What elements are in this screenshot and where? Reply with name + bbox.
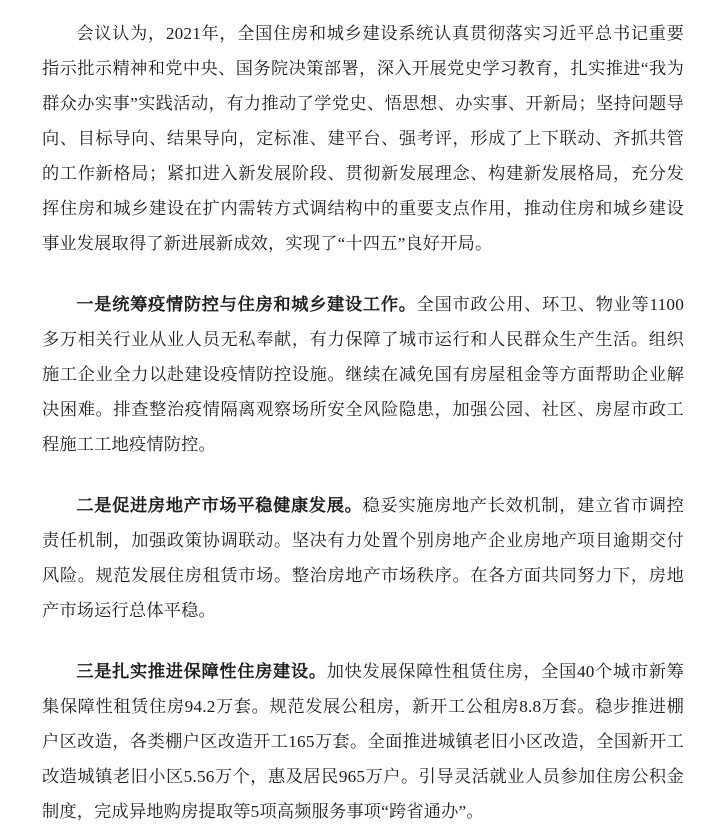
- paragraph-lead: 二是促进房地产市场平稳健康发展。: [76, 496, 363, 515]
- paragraph-item-two: [42, 488, 684, 628]
- paragraph-text: 稳妥实施房地产长效机制，建立省市调控责任机制，加强政策协调联动。坚决有力处置个别房地产企业房地产项目逾期交付风险。规范发展住房租赁市场。整治房地产市场秩序。在各方面共同努力下，房地产市场运行总体平稳。: [42, 496, 684, 620]
- paragraph-item-one: [42, 287, 684, 462]
- paragraph-text: 会议认为，2021年，全国住房和城乡建设系统认真贯彻落实习近平总书记重要指示批示精神和党中央、国务院决策部署，深入开展党史学习教育，扎实推进“我为群众办实事”实践活动，有力推动了学党史、悟思想、办实事、开新局；坚持问题导向、目标导向、结果导向，定标准、建平台、强考评，形成了上下联动、齐抓共管的工作新格局；紧扣进入新发展阶段、贯彻新发展理念、构建新发展格局，充分发挥住房和城乡建设在扩内需转方式调结构中的重要支点作用，推动住房和城乡建设事业发展取得了新进展新成效，实现了“十四五”良好开局。: [42, 24, 684, 253]
- paragraph-opening: [42, 16, 684, 261]
- paragraph-text: 加快发展保障性租赁住房，全国40个城市新筹集保障性租赁住房94.2万套。规范发展公租房，新开工公租房8.8万套。稳步推进棚户区改造，各类棚户区改造开工165万套。全面推进城镇老旧小区改造，全国新开工改造城镇老旧小区5.56万个，惠及居民965万户。引导灵活就业人员参加住房公积金制度，完成异地购房提取等5项高频服务事项“跨省通办”。: [42, 662, 684, 821]
- paragraph-item-three: [42, 654, 684, 829]
- paragraph-lead: 一是统筹疫情防控与住房和城乡建设工作。: [76, 295, 417, 314]
- paragraph-lead: 三是扎实推进保障性住房建设。: [76, 662, 327, 681]
- paragraph-text: 全国市政公用、环卫、物业等1100多万相关行业从业人员无私奉献，有力保障了城市运行和人民群众生产生活。组织施工企业全力以赴建设疫情防控设施。继续在减免国有房屋租金等方面帮助企业解决困难。排查整治疫情隔离观察场所安全风险隐患，加强公园、社区、房屋市政工程施工工地疫情防控。: [42, 295, 684, 454]
